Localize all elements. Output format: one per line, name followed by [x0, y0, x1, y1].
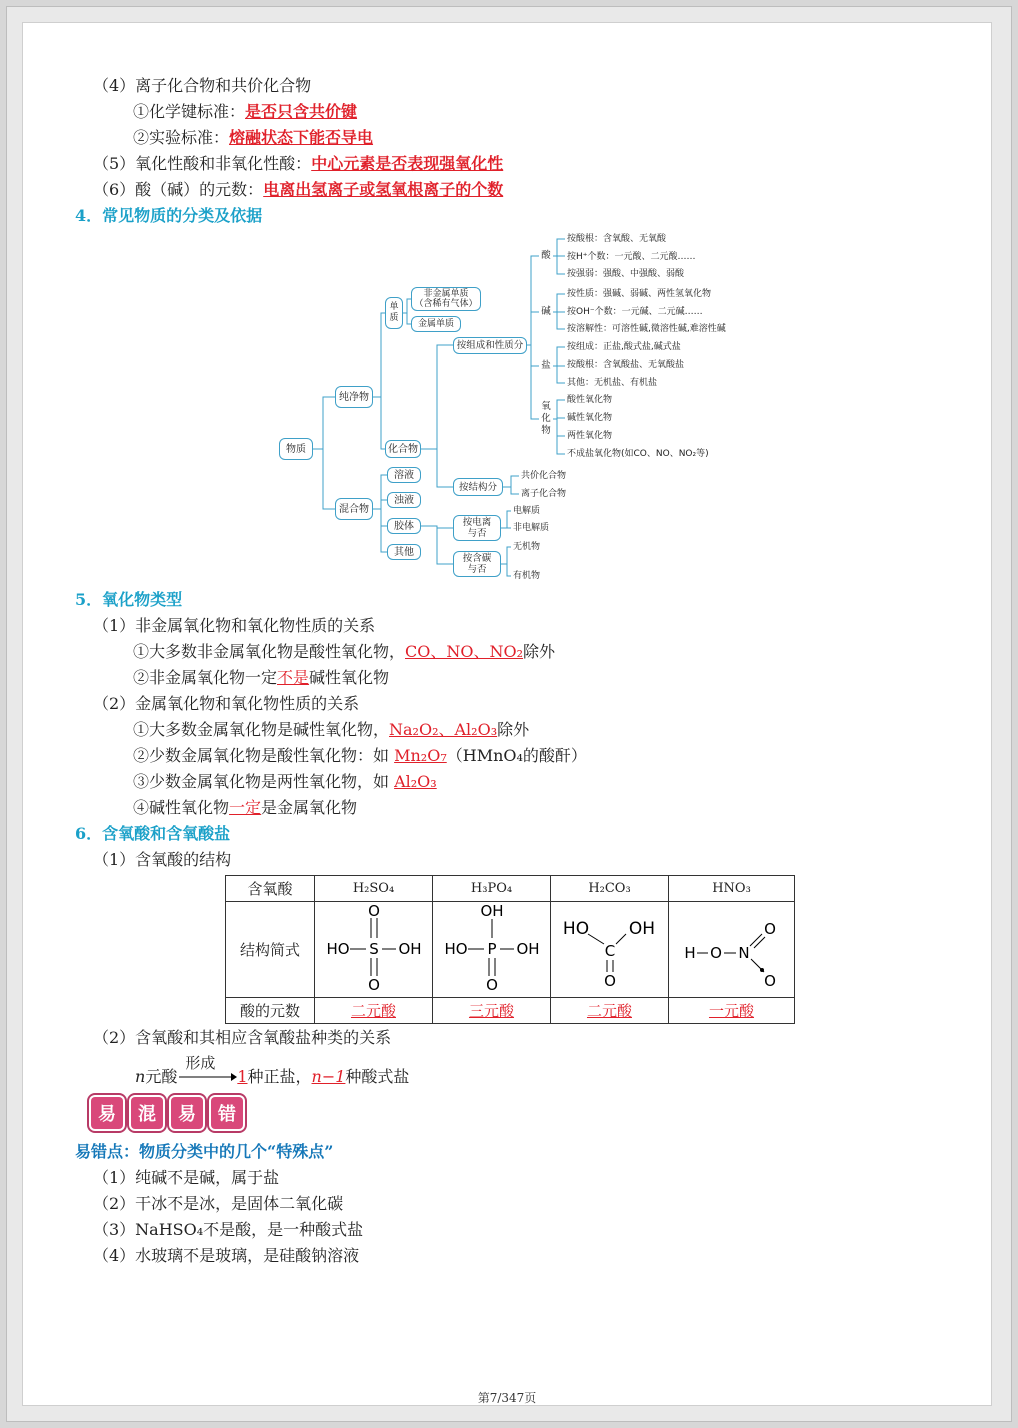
document-page [22, 22, 992, 1406]
sec5-p2b [133, 745, 587, 767]
salt-leaf-2: 按酸根：含氧酸盐、无氧酸盐 [567, 360, 685, 370]
svg-text:HO: HO [325, 939, 350, 958]
svg-text:C: C [604, 941, 615, 960]
sec5-p2c-answer: Al₂O₃ [394, 772, 437, 791]
ion-leaf-2: 非电解质 [513, 523, 550, 533]
mistake-4: （4）水玻璃不是玻璃，是硅酸钠溶液 [93, 1246, 360, 1265]
svg-text:HO: HO [562, 918, 589, 939]
sec5-p1b-answer: 不是 [277, 668, 310, 687]
tree-mix-3: 胶体 [387, 518, 421, 534]
carbon-leaf-2: 有机物 [513, 571, 541, 581]
mistake-1: （1）纯碱不是碱，属于盐 [93, 1168, 280, 1187]
badge-cuo: 错 [211, 1097, 243, 1129]
tree-mix-4: 其他 [387, 544, 421, 560]
formula-post: 种酸式盐 [345, 1067, 410, 1086]
oxide-leaf-1: 酸性氧化物 [567, 395, 613, 405]
oxide-leaf-3: 两性氧化物 [567, 431, 613, 441]
svg-text:OH: OH [628, 918, 655, 939]
carbon-leaf-1: 无机物 [513, 542, 541, 552]
svg-text:O: O [763, 919, 776, 938]
formula-arrow [177, 1054, 237, 1088]
item-4b-text: ②实验标准： [133, 128, 230, 147]
item-5-answer: 中心元素是否表现强氧化性 [311, 154, 504, 173]
sec6-formula [135, 1054, 410, 1088]
item-6-text: （6）酸（碱）的元数： [93, 180, 264, 199]
base-leaf-3: 按溶解性：可溶性碱,微溶性碱,难溶性碱 [567, 324, 726, 334]
item-4 [93, 75, 311, 97]
svg-text:O: O [763, 971, 776, 990]
h3po4-structure-svg [436, 904, 548, 992]
tree-pure: 纯净物 [335, 386, 373, 408]
sec5-p2d [133, 797, 357, 819]
item-6 [93, 179, 503, 201]
svg-text:N: N [737, 943, 750, 962]
base-leaf-1: 按性质：强碱、弱碱、两性氢氧化物 [567, 289, 712, 299]
salt-leaf-3: 其他：无机盐、有机盐 [567, 378, 658, 388]
sec5-p2a-answer: Na₂O₂、Al₂O₃ [389, 720, 498, 739]
tree-by-comp: 按组成和性质分 [453, 337, 527, 354]
badge-yi-2: 易 [171, 1097, 203, 1129]
hno3-structure-svg [672, 904, 792, 992]
tree-nonmetal-note: （含稀有气体） [414, 299, 478, 309]
h2so4-structure-svg [318, 904, 430, 992]
sec5-p2d-post: 是金属氧化物 [261, 798, 358, 817]
table-r2: 酸的元数 [226, 998, 315, 1024]
formula-n: n [135, 1067, 146, 1086]
tree-salt: 盐 [541, 360, 551, 371]
tree-elem: 单质 [385, 297, 403, 329]
svg-text:O: O [485, 975, 498, 992]
sec5-p2b-answer: Mn₂O₇ [394, 746, 447, 765]
table-a1: 二元酸 [315, 998, 433, 1024]
svg-text:OH: OH [479, 903, 504, 920]
table-h0: 含氧酸 [226, 876, 315, 902]
section-5-title: 5．氧化物类型 [75, 590, 183, 609]
sec5-p2b-text: ②少数金属氧化物是酸性氧化物：如 [133, 746, 395, 765]
svg-text:O: O [367, 975, 380, 992]
svg-text:H: H [683, 943, 696, 962]
acid-leaf-2: 按H⁺个数：一元酸、二元酸…… [567, 252, 696, 262]
sec5-p1b-text: ②非金属氧化物一定 [133, 668, 278, 687]
sec5-p2b-post: （HMnO₄的酸酐） [446, 746, 587, 765]
item-5-text: （5）氧化性酸和非氧化性酸： [93, 154, 312, 173]
svg-text:O: O [709, 943, 722, 962]
svg-text:O: O [603, 971, 616, 990]
formula-acid: 元酸 [145, 1067, 178, 1086]
item-4a-answer: 是否只含共价键 [245, 102, 358, 121]
tree-root: 物质 [279, 438, 313, 460]
table-h2: H₃PO₄ [433, 876, 551, 902]
svg-text:O: O [367, 903, 380, 920]
arrow-icon [177, 1066, 237, 1088]
sec5-p2a [133, 719, 529, 741]
mistake-2: （2）干冰不是冰，是固体二氧化碳 [93, 1194, 344, 1213]
sec5-p2a-post: 除外 [497, 720, 530, 739]
badge-hun: 混 [131, 1097, 163, 1129]
item-4b-answer: 熔融状态下能否导电 [229, 128, 374, 147]
formula-answer-2: n−1 [311, 1067, 346, 1086]
tree-by-ion: 按电离 与否 [453, 515, 501, 541]
tree-mixture: 混合物 [335, 498, 373, 520]
struct-leaf-1: 共价化合物 [521, 471, 567, 481]
svg-text:HO: HO [443, 939, 468, 958]
sec5-p2c [133, 771, 437, 793]
sec5-p2: （2）金属氧化物和氧化物性质的关系 [93, 694, 360, 713]
sec6-p2: （2）含氧酸和其相应含氧酸盐种类的关系 [93, 1028, 392, 1047]
sec5-p2a-text: ①大多数金属氧化物是碱性氧化物， [133, 720, 390, 739]
tree-oxide: 氧化物 [541, 401, 551, 436]
mistakes-title: 易错点：物质分类中的几个“特殊点” [75, 1142, 334, 1161]
section-4-title: 4．常见物质的分类及依据 [75, 206, 263, 225]
table-h1: H₂SO₄ [315, 876, 433, 902]
oxide-leaf-4: 不成盐氧化物(如CO、NO、NO₂等) [567, 449, 709, 459]
acid-leaf-3: 按强弱：强酸、中强酸、弱酸 [567, 269, 685, 279]
table-a4: 一元酸 [669, 998, 795, 1024]
h2co3-structure [551, 902, 669, 998]
hno3-structure [669, 902, 795, 998]
item-4a [133, 101, 357, 123]
tree-mix-2: 浊液 [387, 492, 421, 508]
badge-yi-1: 易 [91, 1097, 123, 1129]
mistake-3: （3）NaHSO₄不是酸，是一种酸式盐 [93, 1220, 364, 1239]
base-leaf-2: 按OH⁻个数：一元碱、二元碱…… [567, 307, 703, 317]
sec5-p2d-answer: 一定 [229, 798, 262, 817]
h2so4-structure [315, 902, 433, 998]
svg-text:OH: OH [397, 939, 422, 958]
item-6-answer: 电离出氢离子或氢氧根离子的个数 [263, 180, 504, 199]
tree-mix-1: 溶液 [387, 467, 421, 483]
formula-mid: 种正盐， [247, 1067, 312, 1086]
sec5-p1b-post: 碱性氧化物 [309, 668, 390, 687]
tree-nonmetal-label: 非金属单质 [423, 289, 469, 299]
ion-leaf-1: 电解质 [513, 506, 541, 516]
item-5 [93, 153, 503, 175]
table-a2: 三元酸 [433, 998, 551, 1024]
table-r1: 结构简式 [226, 902, 315, 998]
tree-acid: 酸 [541, 250, 551, 261]
item-4b [133, 127, 373, 149]
tree-metal: 金属单质 [411, 316, 461, 332]
tree-by-carbon: 按含碳 与否 [453, 551, 501, 577]
sec5-p1a-answer: CO、NO、NO₂ [405, 642, 524, 661]
oxyacid-table [225, 875, 795, 1024]
formula-answer-1: 1 [237, 1067, 248, 1086]
svg-text:OH: OH [515, 939, 540, 958]
svg-text:S: S [368, 939, 379, 958]
sec5-p2c-text: ③少数金属氧化物是两性氧化物，如 [133, 772, 395, 791]
sec5-p1a [133, 641, 555, 663]
sec5-p1a-post: 除外 [523, 642, 556, 661]
sec6-p1: （1）含氧酸的结构 [93, 850, 232, 869]
acid-leaf-1: 按酸根：含氧酸、无氧酸 [567, 234, 667, 244]
oxide-leaf-2: 碱性氧化物 [567, 413, 613, 423]
tree-by-struct: 按结构分 [453, 478, 503, 496]
salt-leaf-1: 按组成：正盐,酸式盐,碱式盐 [567, 342, 681, 352]
svg-text:P: P [486, 939, 497, 958]
sec5-p2d-text: ④碱性氧化物 [133, 798, 230, 817]
formula-arrow-label: 形成 [185, 1054, 216, 1072]
sec5-p1a-text: ①大多数非金属氧化物是酸性氧化物， [133, 642, 406, 661]
section-6-title: 6．含氧酸和含氧酸盐 [75, 824, 231, 843]
table-h3: H₂CO₃ [551, 876, 669, 902]
table-h4: HNO₃ [669, 876, 795, 902]
sec5-p1: （1）非金属氧化物和氧化物性质的关系 [93, 616, 376, 635]
sec5-p1b [133, 667, 389, 689]
tree-base: 碱 [541, 306, 551, 317]
item-4a-text: ①化学键标准： [133, 102, 246, 121]
page-footer: 第7/347页 [477, 1391, 537, 1405]
h3po4-structure [433, 902, 551, 998]
tree-nonmetal [411, 287, 481, 311]
tree-compound: 化合物 [385, 440, 421, 458]
h2co3-structure-svg [554, 904, 666, 992]
struct-leaf-2: 离子化合物 [521, 489, 567, 499]
table-a3: 二元酸 [551, 998, 669, 1024]
item-4-text: （4）离子化合物和共价化合物 [93, 76, 312, 95]
